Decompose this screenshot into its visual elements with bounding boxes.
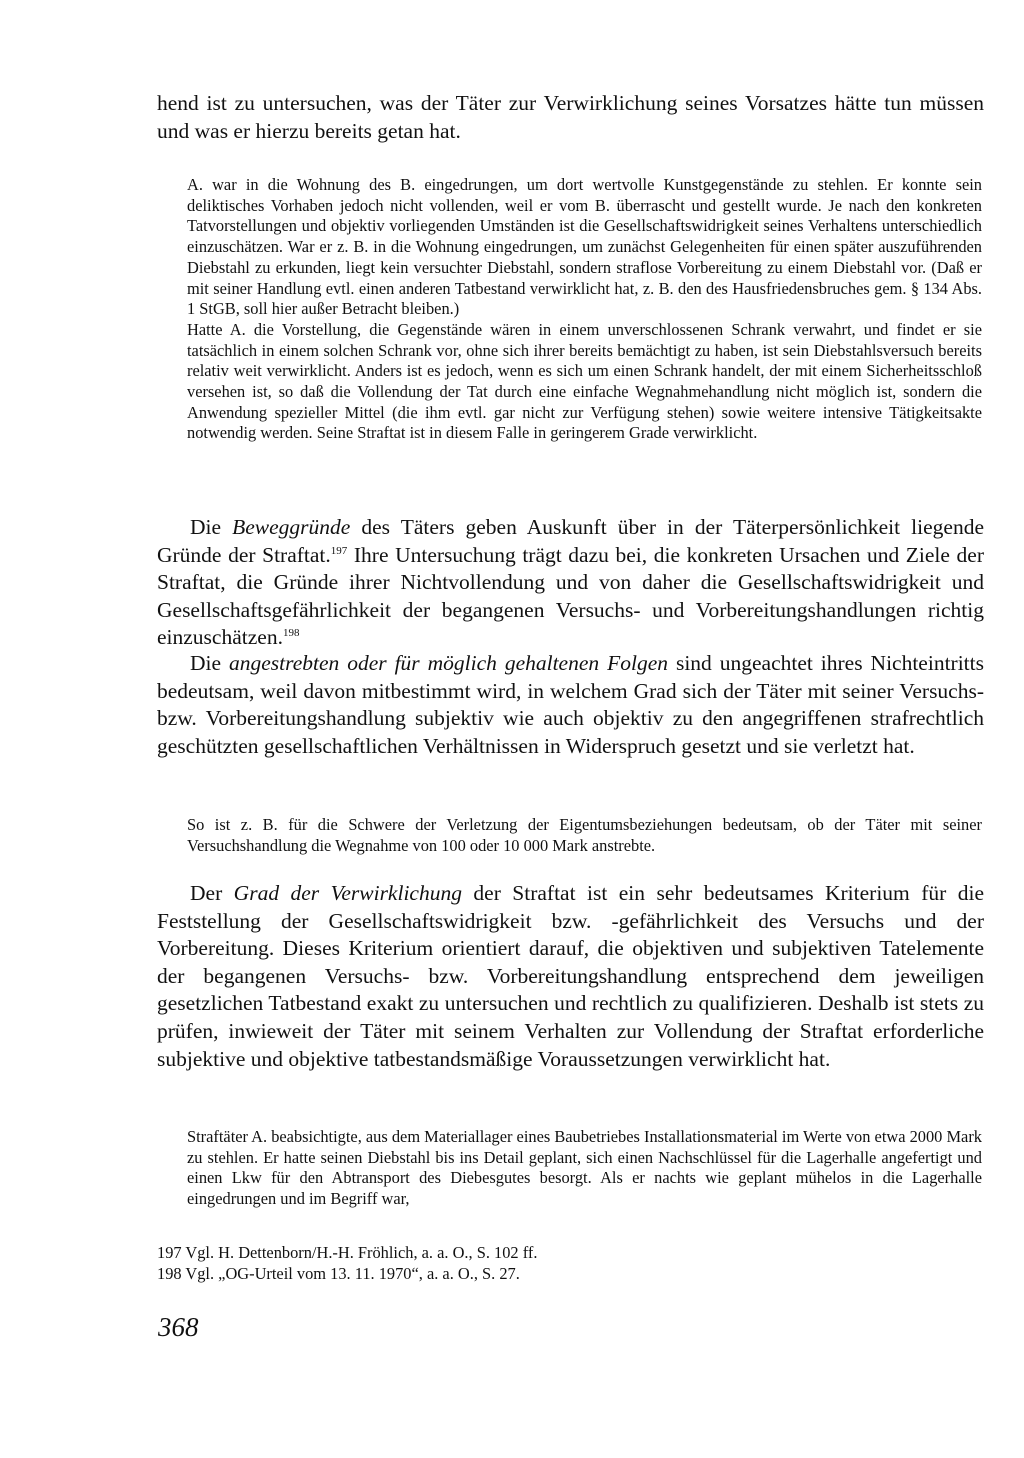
- footnote-ref-197: 197: [330, 544, 348, 557]
- footnotes: [157, 1242, 857, 1284]
- emphasis-beweggruende: Beweggründe: [232, 515, 351, 539]
- example-box-1: [187, 175, 982, 444]
- footnote-197: 197 Vgl. H. Dettenborn/H.-H. Fröhlich, a. a. O., S. 102 ff.: [157, 1243, 538, 1262]
- example-1-paragraph-1: A. war in die Wohnung des B. eingedrungen, um dort wertvolle Kunstgegenstände zu stehlen. Er konnte sein deliktisches Vorhaben jedoch nicht vollenden, weil er vom B. überrascht und gestellt wurde. Je nach den konkreten Tatvorstellungen und objektiv vorliegenden Umständen ist die Gesellschaftswidrigkeit seines Verhaltens unterschiedlich einzuschätzen. War er z. B. in die Wohnung eingedrungen, um zunächst Gelegenheiten für einen später auszuführenden Diebstahl zu erkunden, liegt kein versuchter Diebstahl, sondern straflose Vorbereitung zu einem Diebstahl vor. (Daß er mit seiner Handlung evtl. einen anderen Tatbestand verwirklicht hat, z. B. den des Hausfriedensbruches gem. § 134 Abs. 1 StGB, soll hier außer Betracht bleiben.): [187, 175, 982, 319]
- example-box-2: So ist z. B. für die Schwere der Verletzung der Eigentumsbeziehungen bedeutsam, ob der Täter mit seiner Versuchshandlung die Wegnahme von 100 oder 10 000 Mark anstrebte.: [187, 815, 982, 855]
- footnote-ref-198: 198: [282, 627, 300, 640]
- paragraph-folgen: Die angestrebten oder für möglich gehaltenen Folgen sind ungeachtet ihres Nichteintritts bedeutsam, weil davon mitbestimmt wird, in welchem Grad sich der Täter mit seiner Versuchs- bzw. Vorbereitungshandlung subjektiv wie auch objektiv zu den angegriffenen strafrechtlich geschützten gesellschaftlichen Verhältnissen in Widerspruch gesetzt und sie verletzt hat.: [157, 651, 984, 758]
- footnote-198: 198 Vgl. „OG-Urteil vom 13. 11. 1970“, a. a. O., S. 27.: [157, 1264, 520, 1283]
- paragraph-beweggruende: Die Beweggründe des Täters geben Auskunft über in der Täterpersönlichkeit liegende Gründe der Straftat.$^{197}$ Ihre Untersuchung trägt dazu bei, die konkreten Ursachen und Ziele der Straftat, die Gründe ihrer Nichtvollendung und von daher die Gesellschaftswidrigkeit und Gesellschaftsgefährlichkeit der begangenen Versuchs- und Vorbereitungshandlungen richtig einzuschätzen.$^{198}$: [157, 515, 985, 650]
- body-paragraph-continued: hend ist zu untersuchen, was der Täter zur Verwirklichung seines Vorsatzes hätte tun müssen und was er hierzu bereits getan hat.: [157, 91, 984, 143]
- example-box-3: Straftäter A. beabsichtigte, aus dem Materiallager eines Baubetriebes Installationsmaterial im Werte von etwa 2000 Mark zu stehlen. Er hatte seinen Diebstahl bis ins Detail geplant, sich einen Nachschlüssel für die Lagerhalle angefertigt und einen Lkw für den Abtransport des Diebesgutes besorgt. Als er nachts wie geplant mühelos in die Lagerhalle eingedrungen und im Begriff war,: [187, 1127, 982, 1209]
- paragraph-grad-der-verwirklichung: Der Grad der Verwirklichung der Straftat ist ein sehr bedeutsames Kriterium für die Feststellung der Gesellschaftswidrigkeit bzw. -gefährlichkeit des Versuchs und der Vorbereitung. Dieses Kriterium orientiert darauf, die objektiven und subjektiven Tatelemente der begangenen Versuchs- bzw. Vorbereitungshandlung entsprechend dem jeweiligen gesetzlichen Tatbestand exakt zu untersuchen und rechtlich zu qualifizieren. Deshalb ist stets zu prüfen, inwieweit der Täter mit seinem Verhalten zur Vollendung der Straftat erforderliche subjektive und objektive tatbestandsmäßige Voraussetzungen verwirklicht hat.: [157, 881, 984, 1071]
- example-1-paragraph-2: Hatte A. die Vorstellung, die Gegenstände wären in einem unverschlossenen Schrank verwahrt, und findet er sie tatsächlich in einem solchen Schrank vor, ohne sich ihrer bereits bemächtigt zu haben, ist sein Diebstahlsversuch bereits relativ weit verwirklicht. Anders ist es jedoch, wenn es sich um einen Schrank handelt, der mit einem Sicherheitsschloß versehen ist, so daß die Vollendung der Tat durch eine einfache Wegnahmehandlung nicht möglich ist, sondern die Anwendung spezieller Mittel (die ihm evtl. gar nicht zur Verfügung stehen) sowie weitere intensive Tätigkeitsakte notwendig werden. Seine Straftat ist in diesem Falle in geringerem Grade verwirklicht.: [187, 319, 982, 443]
- emphasis-folgen: angestrebten oder für möglich gehaltenen Folgen: [229, 651, 668, 675]
- emphasis-grad: Grad der Verwirklichung: [233, 881, 462, 905]
- page-number: 368: [158, 1312, 199, 1342]
